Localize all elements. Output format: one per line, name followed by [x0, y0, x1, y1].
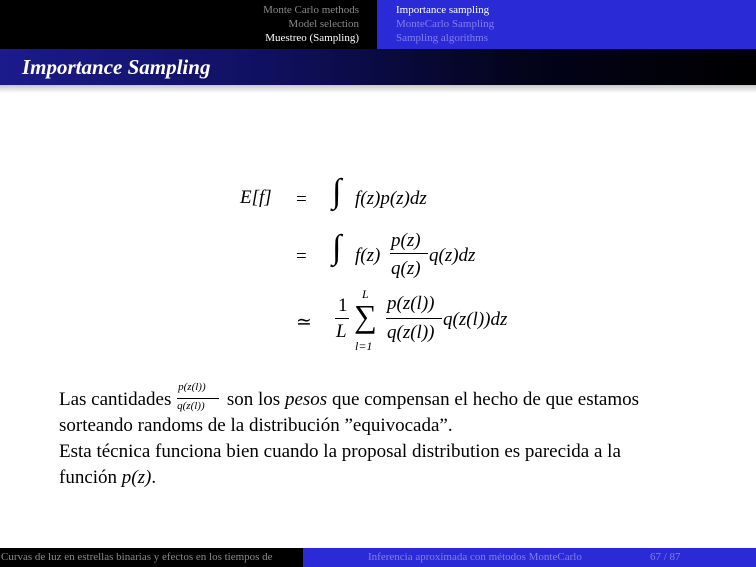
- nav-section-sampling[interactable]: Muestreo (Sampling): [265, 32, 359, 44]
- equation-relation-3: ≃: [296, 312, 312, 333]
- paragraph-line: [59, 468, 156, 487]
- sum-upper-limit: L: [362, 287, 369, 301]
- inline-math: p(z): [121, 467, 152, 488]
- sum-lower-limit: l=1: [355, 339, 373, 353]
- paragraph-line: Esta técnica funciona bien cuando la proposal distribution es parecida a la: [59, 441, 621, 462]
- equation-relation-1: =: [296, 189, 307, 210]
- equation-lhs: E[f]: [240, 187, 272, 208]
- nav-section-model-selection[interactable]: Model selection: [288, 18, 359, 30]
- nav-subsection-importance-sampling[interactable]: Importance sampling: [396, 4, 490, 16]
- equation-line-2-factor: f(z): [355, 245, 381, 266]
- equation-line-3-coef-denominator: L: [336, 321, 347, 342]
- paragraph-text: son los: [226, 389, 281, 410]
- inline-fraction-denominator: q(z(l)): [177, 400, 205, 412]
- equation-line-3-coef-numerator: 1: [338, 295, 348, 316]
- footer-left: [0, 548, 303, 567]
- paragraph-weights: [59, 381, 639, 412]
- fraction-bar: [386, 318, 442, 319]
- fraction-bar: [390, 253, 428, 254]
- fraction-bar: [177, 398, 219, 399]
- frame-title: Importance Sampling: [22, 55, 211, 79]
- nav-subsection-montecarlo-sampling[interactable]: MonteCarlo Sampling: [396, 18, 495, 30]
- inline-weight-fraction: [176, 381, 222, 412]
- equation-line-3-denominator: q(z(l)): [387, 322, 435, 343]
- nav-section-monte-carlo[interactable]: Monte Carlo methods: [263, 4, 359, 16]
- inline-fraction-numerator: p(z(l)): [178, 381, 206, 393]
- paragraph-text: que compensan el hecho de que estamos: [331, 389, 639, 410]
- paragraph-text: función: [59, 467, 118, 488]
- equation-line-2-tail: q(z)dz: [429, 245, 476, 266]
- page-number: 67 / 87: [650, 551, 681, 563]
- fraction-bar: [335, 318, 349, 319]
- footer-section-title: Inferencia aproximada con métodos MonteCarlo: [368, 551, 582, 563]
- footer-talk-title: Curvas de luz en estrellas binarias y efectos en los tiempos de: [1, 551, 273, 563]
- nav-subsection-sampling-algorithms[interactable]: Sampling algorithms: [396, 32, 488, 44]
- integral-sign: ∫: [332, 229, 342, 266]
- summation-sign: ∑: [354, 298, 377, 334]
- equation-line-2-numerator: p(z): [391, 230, 421, 251]
- emphasis-text: pesos: [284, 389, 328, 410]
- equation-line-2-denominator: q(z): [391, 258, 421, 279]
- paragraph-text: .: [151, 467, 157, 488]
- equation-line-3-numerator: p(z(l)): [387, 293, 435, 314]
- equation-line-3-tail: q(z(l))dz: [443, 309, 508, 330]
- footer-right: [303, 548, 756, 567]
- equation-relation-2: =: [296, 246, 307, 267]
- paragraph-text: Las cantidades: [59, 389, 172, 410]
- integral-sign: ∫: [332, 173, 342, 210]
- equation-line-1: f(z)p(z)dz: [355, 188, 427, 209]
- paragraph-line: sorteando randoms de la distribución ”equivocada”.: [59, 415, 453, 436]
